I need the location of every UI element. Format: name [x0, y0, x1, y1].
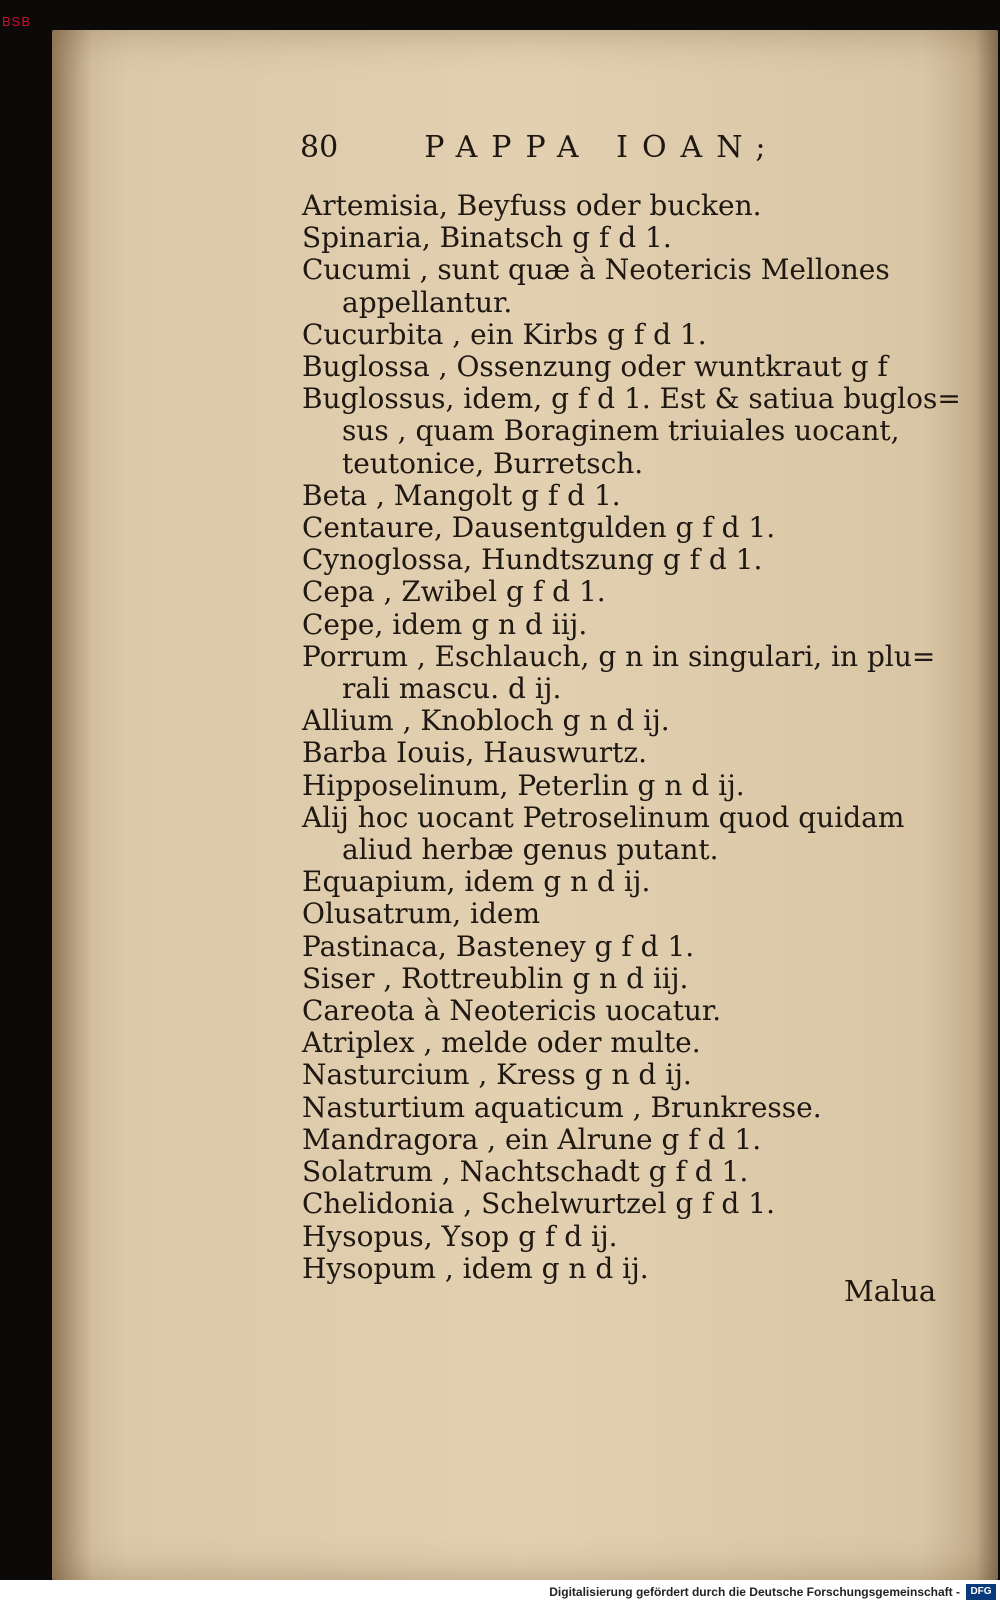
running-title: PAPPA IOAN;	[424, 130, 780, 165]
page-number: 80	[300, 130, 339, 165]
text-line: Barba Iouis, Hauswurtz.	[302, 736, 648, 770]
text-line: Buglossa , Ossenzung oder wuntkraut g f	[302, 350, 888, 384]
text-line: Artemisia, Beyfuss oder bucken.	[302, 189, 762, 222]
text-line: Hipposelinum, Peterlin g n d ij.	[302, 768, 745, 802]
text-line: Alij hoc uocant Petroselinum quod quidam	[302, 800, 905, 834]
text-line: appellantur.	[342, 285, 513, 319]
page-gutter-shadow	[52, 30, 92, 1580]
dfg-logo: DFG	[966, 1584, 996, 1600]
text-line: Cepa , Zwibel g f d 1.	[302, 575, 606, 609]
text-line: Atriplex , melde oder multe.	[302, 1026, 701, 1060]
text-line: Hysopus, Ysop g f d ij.	[302, 1219, 618, 1253]
text-line: Centaure, Dausentgulden g f d 1.	[302, 511, 776, 545]
text-line: Olusatrum, idem	[302, 897, 541, 931]
text-line: Cynoglossa, Hundtszung g f d 1.	[302, 543, 763, 577]
text-line: Chelidonia , Schelwurtzel g f d 1.	[302, 1187, 775, 1221]
text-line: Siser , Rottreublin g n d iij.	[302, 961, 689, 995]
book-page	[52, 30, 998, 1580]
text-line: Hysopum , idem g n d ij.	[302, 1251, 649, 1285]
catchword: Malua	[844, 1274, 937, 1308]
text-line: Beta , Mangolt g f d 1.	[302, 478, 621, 512]
text-line: Nasturcium , Kress g n d ij.	[302, 1058, 692, 1092]
digitization-credit-bar	[0, 1580, 1000, 1606]
credit-text: Digitalisierung gefördert durch die Deutsche Forschungsgemeinschaft -	[549, 1585, 960, 1599]
text-line: Cepe, idem g n d iij.	[302, 607, 588, 641]
running-header	[300, 130, 780, 165]
text-line: teutonice, Burretsch.	[342, 446, 644, 480]
text-line: Careota à Neotericis uocatur.	[302, 994, 722, 1028]
text-line: Buglossus, idem, g f d 1. Est & satiua buglos=	[302, 382, 961, 416]
text-line: Pastinaca, Basteney g f d 1.	[302, 929, 695, 963]
text-line: Equapium, idem g n d ij.	[302, 865, 651, 899]
text-line: sus , quam Boraginem triuiales uocant,	[342, 414, 900, 448]
text-line: Spinaria, Binatsch g f d 1.	[302, 221, 672, 255]
text-body	[302, 190, 992, 1285]
text-line: rali mascu. d ij.	[342, 672, 562, 706]
text-line: Mandragora , ein Alrune g f d 1.	[302, 1122, 762, 1156]
text-line: Solatrum , Nachtschadt g f d 1.	[302, 1155, 749, 1189]
text-line: aliud herbæ genus putant.	[342, 833, 719, 867]
text-line: Cucurbita , ein Kirbs g f d 1.	[302, 317, 707, 351]
text-line: Cucumi , sunt quæ à Neotericis Mellones	[302, 253, 890, 287]
text-line: Nasturtium aquaticum , Brunkresse.	[302, 1090, 822, 1124]
text-line: Porrum , Eschlauch, g n in singulari, in plu=	[302, 639, 936, 673]
text-line: Allium , Knobloch g n d ij.	[302, 704, 670, 738]
library-stamp: BSB	[2, 14, 32, 29]
